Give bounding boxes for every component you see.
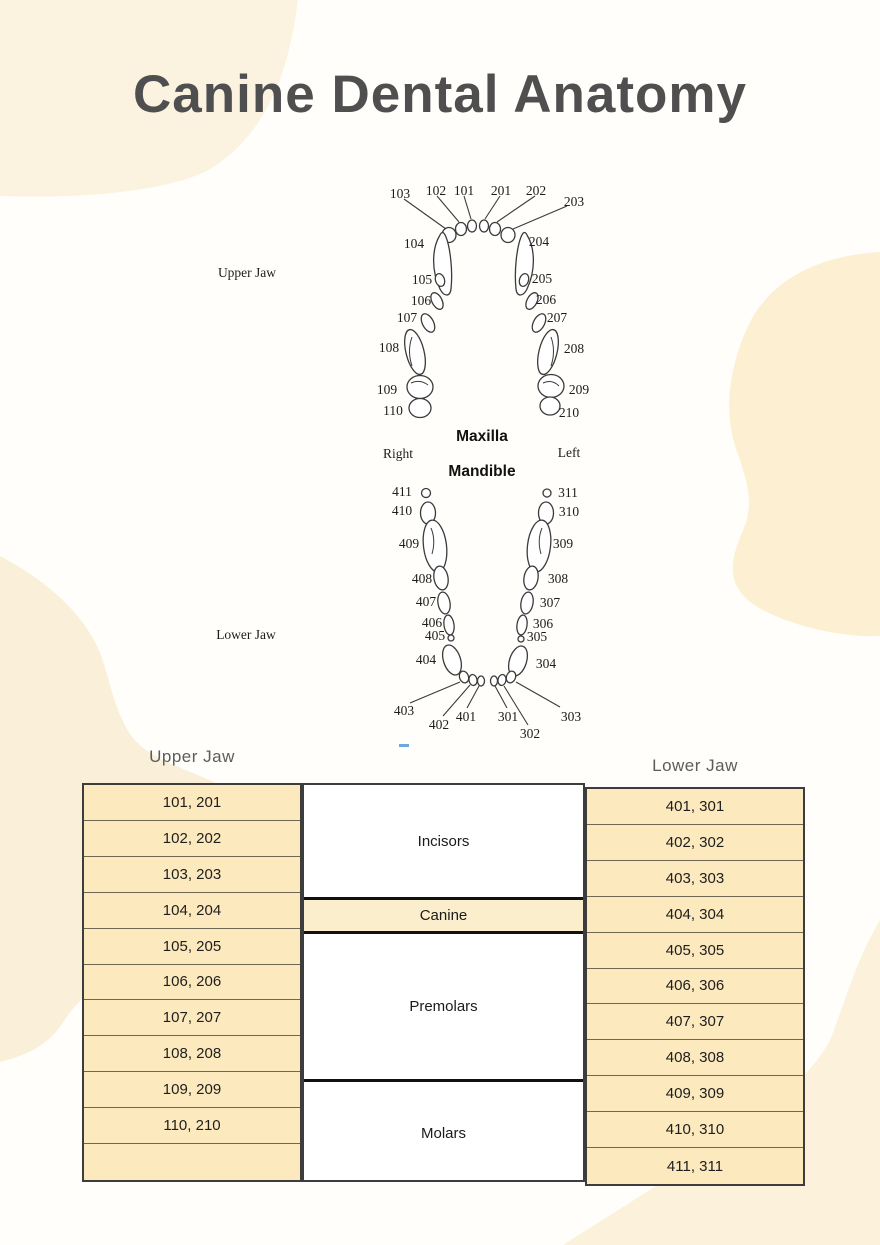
diagram-label: Upper Jaw	[217, 265, 277, 280]
diagram-label: Mandible	[448, 463, 516, 480]
diagram-label: Maxilla	[456, 428, 508, 445]
leader-line	[495, 686, 507, 708]
table-cell: 107, 207	[84, 1000, 300, 1036]
diagram-label: 404	[415, 652, 437, 667]
table-cell: 103, 203	[84, 857, 300, 893]
diagram-label: 207	[546, 310, 568, 325]
table-cell: 406, 306	[587, 969, 803, 1005]
diagram-label: 102	[425, 183, 447, 198]
dental-diagram	[180, 175, 660, 750]
group-canine-label: Canine	[419, 907, 468, 924]
table-cell: 411, 311	[587, 1148, 803, 1184]
diagram-label: 108	[378, 340, 400, 355]
diagram-label: 103	[389, 186, 411, 201]
upper-jaw-header: Upper Jaw	[149, 747, 235, 766]
table-cell: 408, 308	[587, 1040, 803, 1076]
group-premolars	[304, 934, 583, 1079]
leader-line	[410, 682, 460, 703]
diagram-label: 302	[519, 726, 541, 741]
page-title: Canine Dental Anatomy	[133, 65, 747, 124]
group-premolars-label: Premolars	[409, 998, 478, 1015]
diagram-label: 208	[563, 341, 585, 356]
diagram-label: 205	[531, 271, 553, 286]
table-cell: 104, 204	[84, 893, 300, 929]
diagram-label: 209	[568, 382, 590, 397]
leader-line	[516, 682, 560, 707]
table-cell: 101, 201	[84, 785, 300, 821]
diagram-label: 202	[525, 183, 547, 198]
lower-teeth-artwork	[420, 489, 553, 687]
diagram-label: 307	[539, 595, 561, 610]
diagram-label: 402	[428, 717, 450, 732]
diagram-label: 107	[396, 310, 418, 325]
diagram-label: 309	[552, 536, 574, 551]
upper-teeth-artwork	[401, 220, 564, 418]
diagram-label: 401	[455, 709, 477, 724]
table-cell: 403, 303	[587, 861, 803, 897]
group-incisors-label: Incisors	[417, 832, 470, 850]
text-cursor-mark	[399, 744, 409, 747]
diagram-label: 408	[411, 571, 433, 586]
tooth-type-column	[302, 783, 585, 1182]
leader-line	[513, 206, 567, 229]
diagram-label: Left	[557, 445, 581, 460]
diagram-label: 210	[558, 405, 580, 420]
diagram-label: 410	[391, 503, 413, 518]
table-cell: 410, 310	[587, 1112, 803, 1148]
group-canine	[304, 897, 583, 934]
table-cell: 102, 202	[84, 821, 300, 857]
diagram-label: 311	[558, 485, 578, 500]
leader-line	[497, 196, 535, 222]
group-molars-label: Molars	[420, 1124, 466, 1142]
table-cell: 105, 205	[84, 929, 300, 965]
table-cell: 109, 209	[84, 1072, 300, 1108]
diagram-label: 203	[563, 194, 585, 209]
diagram-label: 105	[411, 272, 433, 287]
leader-line	[404, 199, 446, 229]
diagram-label: 304	[535, 656, 557, 671]
diagram-label: Right	[382, 446, 414, 461]
leader-line	[464, 196, 471, 219]
table-cell	[84, 1144, 300, 1180]
diagram-label: 301	[497, 709, 519, 724]
table-cell: 402, 302	[587, 825, 803, 861]
diagram-label: 308	[547, 571, 569, 586]
diagram-label: 310	[558, 504, 580, 519]
diagram-label: 201	[490, 183, 512, 198]
diagram-label: 406	[421, 615, 443, 630]
table-cell: 405, 305	[587, 933, 803, 969]
group-incisors	[304, 785, 583, 897]
diagram-label: 206	[535, 292, 557, 307]
diagram-label: 411	[392, 484, 412, 499]
leader-line	[437, 196, 459, 222]
diagram-label: 101	[453, 183, 475, 198]
table-cell: 409, 309	[587, 1076, 803, 1112]
diagram-label: 110	[383, 403, 403, 418]
leader-line	[485, 196, 500, 219]
diagram-label: 109	[376, 382, 398, 397]
diagram-label: 403	[393, 703, 415, 718]
group-molars	[304, 1079, 583, 1184]
leader-line	[467, 686, 479, 708]
diagram-label: 104	[403, 236, 425, 251]
lower-jaw-header: Lower Jaw	[652, 756, 738, 775]
diagram-label: 204	[528, 234, 550, 249]
diagram-label: 409	[398, 536, 420, 551]
diagram-label: 303	[560, 709, 582, 724]
diagram-label: 305	[526, 629, 548, 644]
upper-jaw-column	[82, 783, 302, 1182]
diagram-label: 405	[424, 628, 446, 643]
table-cell: 401, 301	[587, 789, 803, 825]
diagram-label: Lower Jaw	[216, 627, 276, 642]
table-cell: 404, 304	[587, 897, 803, 933]
table-cell: 110, 210	[84, 1108, 300, 1144]
blob-right-middle	[729, 252, 880, 636]
diagram-label: 106	[410, 293, 432, 308]
table-cell: 106, 206	[84, 965, 300, 1001]
diagram-label: 306	[532, 616, 554, 631]
table-cell: 407, 307	[587, 1004, 803, 1040]
lower-jaw-column	[585, 787, 805, 1186]
table-cell: 108, 208	[84, 1036, 300, 1072]
diagram-label: 407	[415, 594, 437, 609]
